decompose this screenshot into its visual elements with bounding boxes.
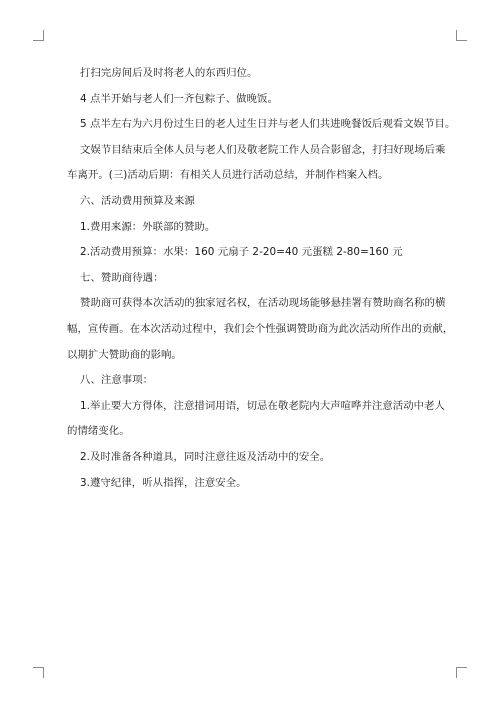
- paragraph-line: 5 点半左右为六月份过生日的老人过生日并与老人们共进晚餐饭后观看文娱节目。: [80, 118, 456, 131]
- section-heading: 八、注意事项：: [80, 374, 154, 387]
- page-corner-mark-bottom-left: [33, 667, 44, 678]
- paragraph-line: 1.费用来源：外联部的赞助。: [80, 220, 216, 233]
- paragraph-line: 以期扩大赞助商的影响。: [67, 348, 182, 361]
- paragraph-line: 4 点半开始与老人们一齐包粽子、做晚饭。: [80, 92, 278, 105]
- paragraph-line: 赞助商可获得本次活动的独家冠名权，在活动现场能够悬挂署有赞助商名称的横: [80, 297, 446, 310]
- page-corner-mark-top-right: [456, 30, 467, 41]
- paragraph-line: 打扫完房间后及时将老人的东西归位。: [80, 67, 258, 79]
- paragraph-line: 文娱节目结束后全体人员与老人们及敬老院工作人员合影留念，打扫好现场后乘: [80, 143, 446, 156]
- paragraph-line: 的情绪变化。: [67, 425, 130, 438]
- paragraph-line: 2.活动费用预算：水果：160 元扇子 2-20=40 元蛋糕 2-80=160 元: [80, 246, 403, 259]
- page-corner-mark-bottom-right: [456, 667, 467, 678]
- section-heading: 七、赞助商待遇：: [80, 271, 164, 284]
- section-heading: 六、活动费用预算及来源: [80, 194, 195, 207]
- paragraph-line: 幅，宣传画。在本次活动过程中，我们会个性强调赞助商为此次活动所作出的贡献，: [67, 322, 454, 335]
- paragraph-line: 车离开。(三)活动后期：有相关人员进行活动总结，并制作档案入档。: [67, 169, 389, 182]
- paragraph-line: 2.及时准备各种道具，同时注意往返及活动中的安全。: [80, 450, 331, 463]
- paragraph-line: 3.遵守纪律，听从指挥，注意安全。: [80, 476, 247, 489]
- page-corner-mark-top-left: [33, 30, 44, 41]
- paragraph-line: 1.举止要大方得体，注意措词用语，切忌在敬老院内大声喧哗并注意活动中老人: [80, 399, 445, 412]
- document-body: [67, 61, 456, 496]
